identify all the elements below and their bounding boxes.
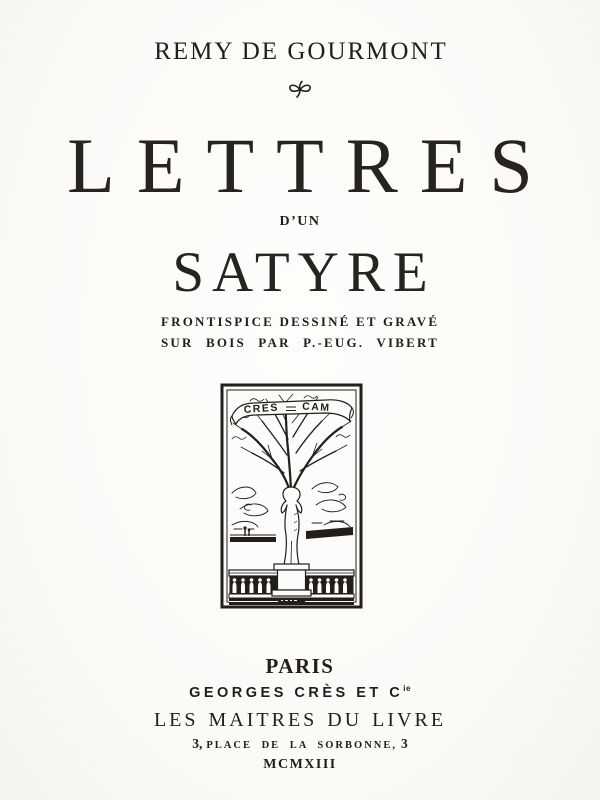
address-street: PLACE DE LA SORBONNE, xyxy=(206,740,397,751)
publisher-name: GEORGES CRÈS ET C xyxy=(189,685,404,701)
banner-text-right: CAM xyxy=(301,400,331,414)
book-title-connector: D’UN xyxy=(279,214,321,229)
signature-plaque xyxy=(278,598,305,604)
frontispiece-engraving xyxy=(220,383,363,609)
credit-line-2: SUR BOIS PAR P.-EUG. VIBERT xyxy=(161,335,439,350)
address-number-left: 3, xyxy=(192,736,203,751)
publisher-suffix: ie xyxy=(403,684,411,693)
imprint-year: MCMXIII xyxy=(263,757,337,772)
fleuron-ornament-icon xyxy=(0,79,600,105)
imprint-address xyxy=(0,736,600,752)
banner-text-left: CRES xyxy=(243,401,280,416)
imprint-series: LES MAITRES DU LIVRE xyxy=(153,709,447,731)
author-name: REMY DE GOURMONT xyxy=(154,38,448,65)
imprint-publisher xyxy=(0,685,600,701)
address-number-right: 3 xyxy=(400,736,408,751)
imprint-city: PARIS xyxy=(265,654,335,678)
book-title: LETTRES xyxy=(67,122,555,209)
credit-line-1: FRONTISPICE DESSINÉ ET GRAVÉ xyxy=(161,314,440,329)
book-title-subject: SATYRE xyxy=(172,241,436,304)
frontispiece-credit xyxy=(0,311,600,353)
